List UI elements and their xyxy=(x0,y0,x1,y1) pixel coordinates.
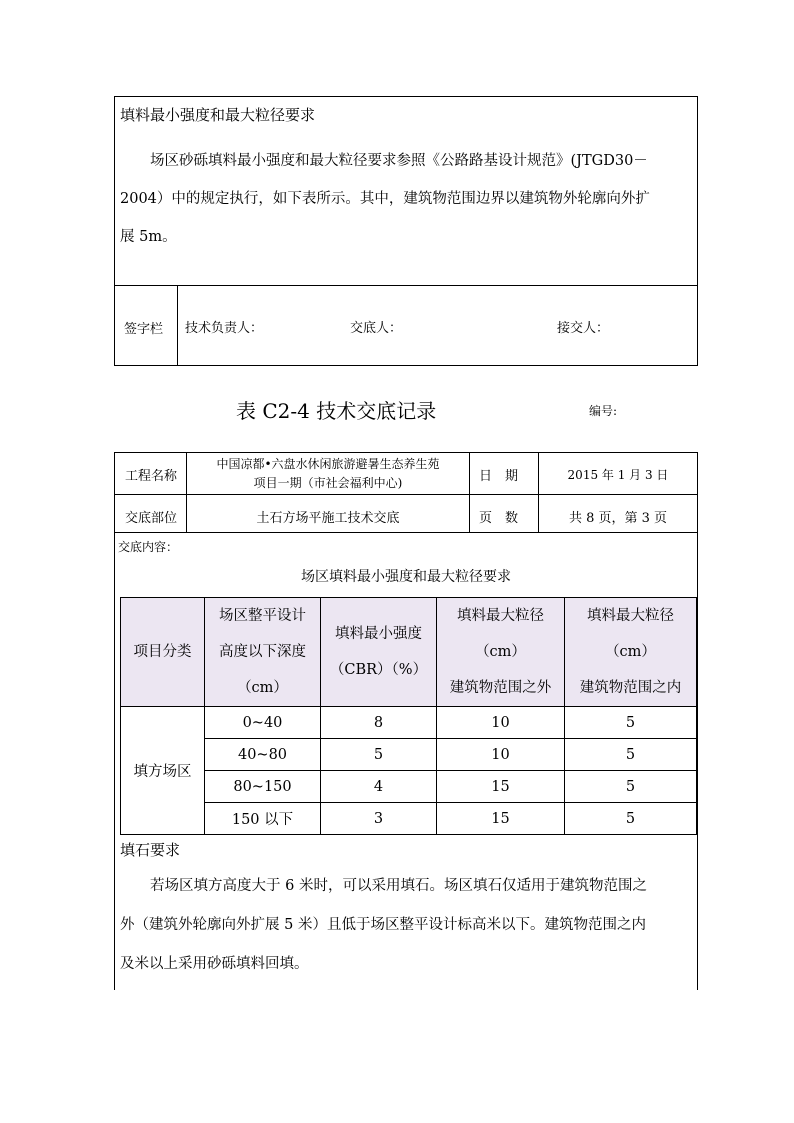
top-section-paragraph-line-1: 场区砂砾填料最小强度和最大粒径要求参照《公路路基设计规范》(JTGD30－ xyxy=(150,153,648,169)
signature-label: 签字栏 xyxy=(124,322,164,337)
table-cell: 5 xyxy=(565,803,697,835)
category-cell: 填方场区 xyxy=(121,707,205,835)
top-section-paragraph-line-3: 展 5m。 xyxy=(120,229,177,245)
handover-part-label: 交底部位 xyxy=(125,511,178,526)
receiver-label: 接交人： xyxy=(557,321,610,336)
header-min-strength: 填料最小强度 （CBR）（%） xyxy=(321,598,437,707)
header-category: 项目分类 xyxy=(121,598,205,707)
serial-number-label: 编号: xyxy=(589,404,618,418)
header-max-size-outside: 填料最大粒径 （cm） 建筑物范围之外 xyxy=(437,598,565,707)
top-section-paragraph-line-2: 2004）中的规定执行，如下表所示。其中，建筑物范围边界以建筑物外轮廓向外扩 xyxy=(120,191,650,207)
handover-part-value: 土石方场平施工技术交底 xyxy=(256,511,400,526)
project-name-line-2: 项目一期（市社会福利中心) xyxy=(253,476,403,490)
handover-by-label: 交底人： xyxy=(350,321,403,336)
signature-divider xyxy=(177,285,178,366)
pages-label: 页 数 xyxy=(479,511,519,526)
table-cell: 8 xyxy=(321,707,437,739)
form-title: 表 C2-4 技术交底记录 xyxy=(236,399,437,423)
stone-section-paragraph-line-3: 及米以上采用砂砾填料回填。 xyxy=(120,956,309,972)
project-name-label: 工程名称 xyxy=(125,469,178,484)
table-row xyxy=(121,803,697,835)
tech-lead-label: 技术负责人： xyxy=(185,321,264,336)
table-cell: 5 xyxy=(565,739,697,771)
table-cell: 10 xyxy=(437,739,565,771)
table-cell: 5 xyxy=(565,707,697,739)
fill-spec-table xyxy=(120,597,697,835)
content-left-border xyxy=(114,533,115,990)
table-cell: 0~40 xyxy=(205,707,321,739)
table-cell: 4 xyxy=(321,771,437,803)
date-label: 日 期 xyxy=(479,469,519,484)
table-row xyxy=(121,739,697,771)
table-cell: 15 xyxy=(437,803,565,835)
date-value: 2015 年 1 月 3 日 xyxy=(567,468,669,482)
stone-section-heading: 填石要求 xyxy=(120,841,181,859)
content-right-border xyxy=(697,533,698,990)
table-cell: 80~150 xyxy=(205,771,321,803)
table-cell: 3 xyxy=(321,803,437,835)
table-cell: 150 以下 xyxy=(205,803,321,835)
top-section-heading: 填料最小强度和最大粒径要求 xyxy=(120,106,316,124)
header-max-size-inside: 填料最大粒径 （cm） 建筑物范围之内 xyxy=(565,598,697,707)
table-row xyxy=(121,707,697,739)
table-cell: 40~80 xyxy=(205,739,321,771)
pages-value: 共 8 页，第 3 页 xyxy=(568,511,668,526)
stone-section-paragraph-line-2: 外（建筑外轮廓向外扩展 5 米）且低于场区整平设计标高米以下。建筑物范围之内 xyxy=(120,917,646,933)
table-row xyxy=(121,771,697,803)
header-depth: 场区整平设计 高度以下深度 （cm） xyxy=(205,598,321,707)
table-cell: 5 xyxy=(321,739,437,771)
table-cell: 10 xyxy=(437,707,565,739)
info-grid-row-divider xyxy=(114,494,698,495)
stone-section-paragraph-line-1: 若场区填方高度大于 6 米时，可以采用填石。场区填石仅适用于建筑物范围之 xyxy=(150,878,647,894)
info-grid-col-divider-2 xyxy=(469,452,470,533)
table-title: 场区填料最小强度和最大粒径要求 xyxy=(301,569,511,585)
table-cell: 15 xyxy=(437,771,565,803)
content-label: 交底内容： xyxy=(118,540,179,554)
table-header-row xyxy=(121,598,697,707)
project-name-line-1: 中国凉都•六盘水休闲旅游避暑生态养生苑 xyxy=(216,457,440,471)
table-cell: 5 xyxy=(565,771,697,803)
